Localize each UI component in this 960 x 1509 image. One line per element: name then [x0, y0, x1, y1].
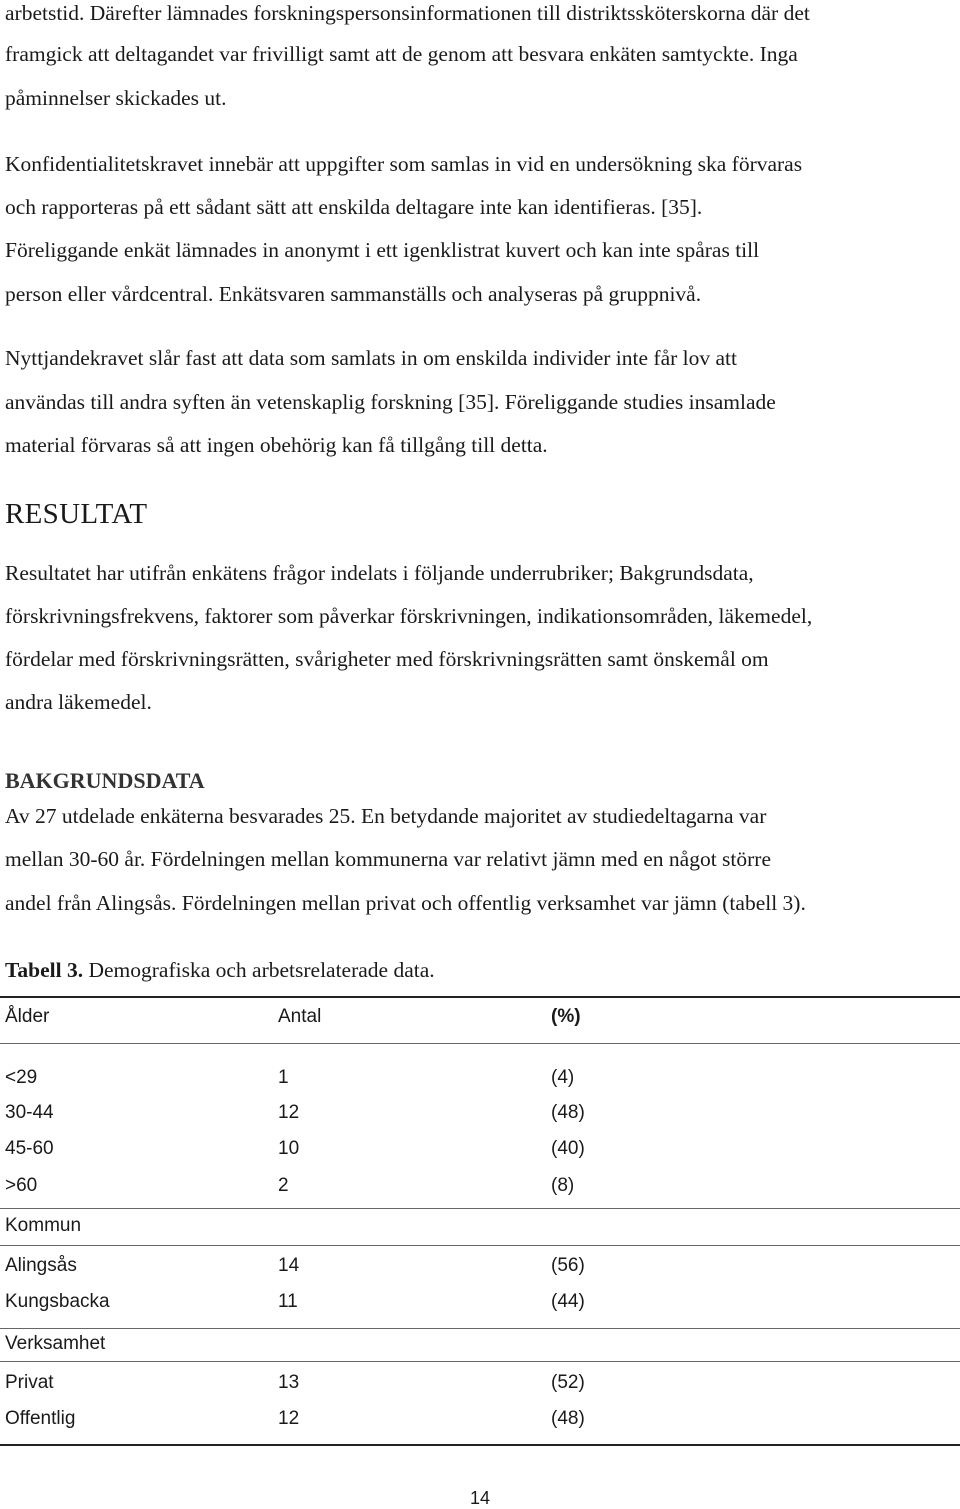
table-header-alder: Ålder — [5, 1006, 50, 1027]
paragraph-1-line-1: arbetstid. Därefter lämnades forskningspersonsinformationen till distriktssköterskorna där det — [5, 1, 810, 25]
paragraph-1-line-3: påminnelser skickades ut. — [5, 86, 227, 110]
table-cell-percent: (44) — [551, 1291, 585, 1312]
table-group-label-kommun: Kommun — [5, 1215, 82, 1236]
paragraph-4-line-4: andra läkemedel. — [5, 690, 152, 714]
paragraph-3-line-3: material förvaras så att ingen obehörig kan få tillgång till detta. — [5, 433, 548, 457]
table-cell-count: 2 — [278, 1175, 289, 1196]
table-cell-percent: (48) — [551, 1408, 585, 1429]
section-heading-resultat: RESULTAT — [5, 498, 148, 530]
paragraph-4-line-1: Resultatet har utifrån enkätens frågor indelats i följande underrubriker; Bakgrundsdata, — [5, 561, 754, 585]
table-cell-count: 14 — [278, 1255, 300, 1276]
table-header-antal: Antal — [278, 1006, 322, 1027]
table-group-underline-verksamhet — [0, 1361, 960, 1362]
paragraph-3-line-1: Nyttjandekravet slår fast att data som samlats in om enskilda individer inte får lov att — [5, 346, 737, 370]
table-cell-count: 11 — [278, 1291, 298, 1312]
table-cell-label: Kungsbacka — [5, 1291, 110, 1312]
table-group-label-verksamhet: Verksamhet — [5, 1333, 106, 1354]
paragraph-2-line-2: och rapporteras på ett sådant sätt att enskilda deltagare inte kan identifieras. [35]. — [5, 195, 703, 219]
page-number: 14 — [469, 1488, 491, 1508]
table-cell-label: Alingsås — [5, 1255, 77, 1276]
table-caption-text: Demografiska och arbetsrelaterade data. — [83, 958, 435, 982]
table-cell-percent: (56) — [551, 1255, 585, 1276]
table-cell-count: 12 — [278, 1408, 300, 1429]
paragraph-5-line-3: andel från Alingsås. Fördelningen mellan privat och offentlig verksamhet var jämn (tabell 3). — [5, 891, 806, 915]
paragraph-2-line-3: Föreliggande enkät lämnades in anonymt i ett igenklistrat kuvert och kan inte spåras till — [5, 238, 760, 262]
subsection-heading-bakgrundsdata: BAKGRUNDSDATA — [5, 768, 205, 793]
paragraph-1-line-2: framgick att deltagandet var frivilligt samt att de genom att besvara enkäten samtyckte. Inga — [5, 42, 798, 66]
table-cell-percent: (8) — [551, 1175, 575, 1196]
table-cell-label: >60 — [5, 1175, 38, 1196]
paragraph-4-line-2: förskrivningsfrekvens, faktorer som påverkar förskrivningen, indikationsområden, läkemedel, — [5, 604, 813, 628]
table-caption — [5, 958, 435, 983]
table-cell-label: Offentlig — [5, 1408, 76, 1429]
paragraph-3-line-2: användas till andra syften än vetenskaplig forskning [35]. Föreliggande studies insamlade — [5, 390, 776, 414]
table-cell-count: 1 — [278, 1067, 289, 1088]
table-group-rule-kommun — [0, 1208, 960, 1209]
table-cell-percent: (4) — [551, 1067, 575, 1088]
table-header-percent: (%) — [551, 1006, 581, 1027]
table-group-rule-verksamhet — [0, 1328, 960, 1329]
table-top-rule — [0, 996, 960, 998]
table-cell-percent: (40) — [551, 1138, 585, 1159]
table-cell-label: 45-60 — [5, 1138, 54, 1159]
table-cell-percent: (48) — [551, 1102, 585, 1123]
paragraph-5-line-1: Av 27 utdelade enkäterna besvarades 25. En betydande majoritet av studiedeltagarna var — [5, 804, 767, 828]
table-cell-count: 12 — [278, 1102, 300, 1123]
paragraph-5-line-2: mellan 30-60 år. Fördelningen mellan kommunerna var relativt jämn med en något större — [5, 847, 772, 871]
table-caption-label: Tabell 3. — [5, 958, 84, 982]
table-cell-percent: (52) — [551, 1372, 585, 1393]
table-cell-count: 10 — [278, 1138, 300, 1159]
table-group-underline-kommun — [0, 1245, 960, 1246]
paragraph-4-line-3: fördelar med förskrivningsrätten, svårigheter med förskrivningsrätten samt önskemål om — [5, 647, 769, 671]
paragraph-2-line-1: Konfidentialitetskravet innebär att uppgifter som samlas in vid en undersökning ska förvaras — [5, 152, 803, 176]
table-header-rule — [0, 1043, 960, 1044]
paragraph-2-line-4: person eller vårdcentral. Enkätsvaren sammanställs och analyseras på gruppnivå. — [5, 282, 702, 306]
table-cell-label: 30-44 — [5, 1102, 54, 1123]
table-bottom-rule — [0, 1444, 960, 1446]
table-cell-count: 13 — [278, 1372, 300, 1393]
table-cell-label: Privat — [5, 1372, 54, 1393]
table-cell-label: <29 — [5, 1067, 38, 1088]
